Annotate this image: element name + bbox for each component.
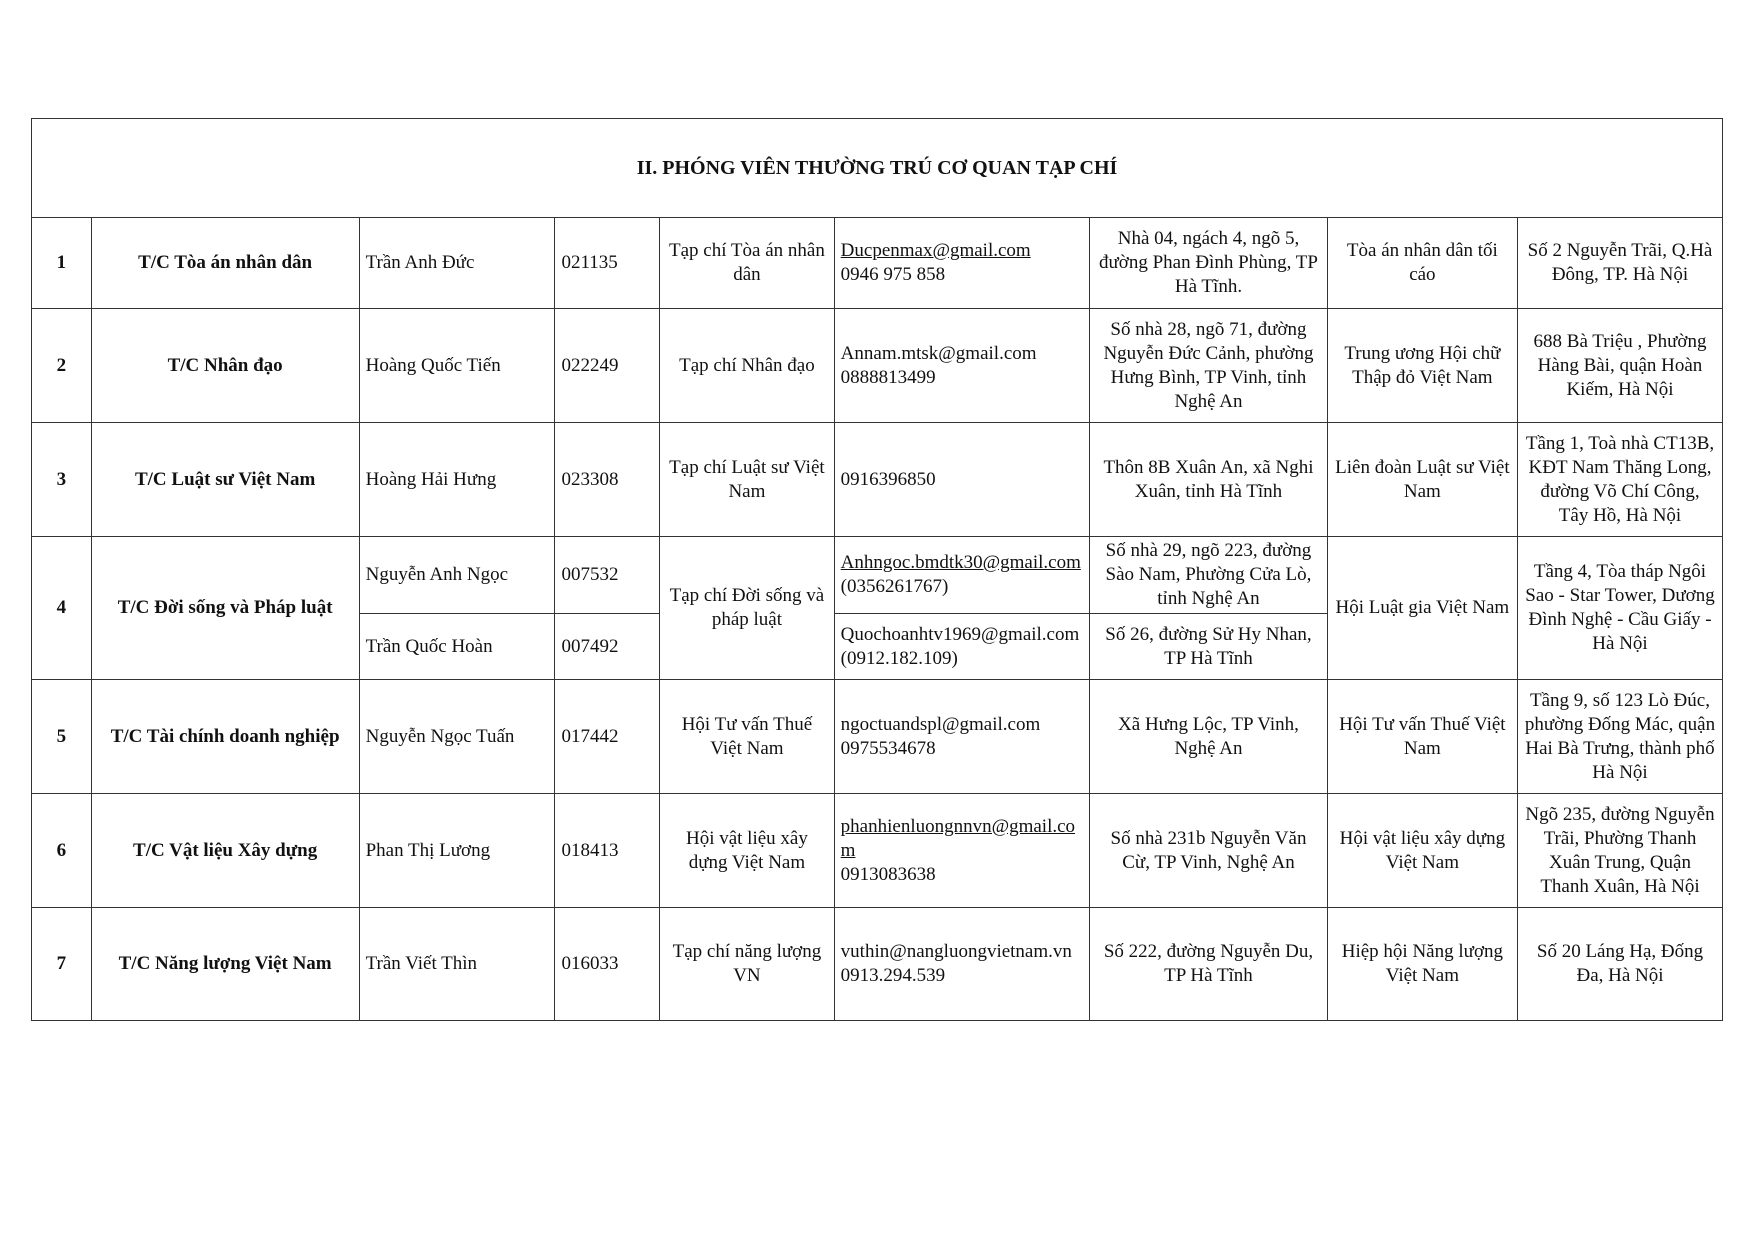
headquarters-address: Tầng 9, số 123 Lò Đúc, phường Đống Mác, quận Hai Bà Trưng, thành phố Hà Nội [1518, 680, 1723, 794]
governing-body: Hiệp hội Năng lượng Việt Nam [1327, 908, 1517, 1021]
managing-agency: Tạp chí Đời sống và pháp luật [660, 537, 835, 680]
magazine-name: T/C Tài chính doanh nghiệp [91, 680, 359, 794]
email-link[interactable]: ngoctuandspl@gmail.com [840, 713, 1041, 735]
reporters-table [31, 118, 1723, 1021]
managing-agency: Hội vật liệu xây dựng Việt Nam [660, 794, 835, 908]
reporter-name: Hoàng Hải Hưng [359, 423, 555, 537]
reporter-name: Trần Quốc Hoàn [359, 614, 555, 680]
row-number: 1 [32, 218, 92, 309]
magazine-name: T/C Vật liệu Xây dựng [91, 794, 359, 908]
table-row [32, 218, 1723, 309]
contact-cell [834, 423, 1090, 537]
governing-body: Liên đoàn Luật sư Việt Nam [1327, 423, 1517, 537]
table-row [32, 309, 1723, 423]
email-link[interactable]: Annam.mtsk@gmail.com [840, 342, 1037, 364]
row-number: 6 [32, 794, 92, 908]
managing-agency: Tạp chí Tòa án nhân dân [660, 218, 835, 309]
magazine-name: T/C Nhân đạo [91, 309, 359, 423]
residence-address: Số 26, đường Sử Hy Nhan, TP Hà Tĩnh [1090, 614, 1328, 680]
phone-number: 0916396850 [840, 468, 936, 490]
contact-cell [834, 309, 1090, 423]
residence-address: Thôn 8B Xuân An, xã Nghi Xuân, tỉnh Hà Tĩnh [1090, 423, 1328, 537]
governing-body: Tòa án nhân dân tối cáo [1327, 218, 1517, 309]
press-card-number: 023308 [555, 423, 660, 537]
table-row [32, 680, 1723, 794]
contact-cell [834, 218, 1090, 309]
reporter-name: Nguyễn Anh Ngọc [359, 537, 555, 614]
residence-address: Số 222, đường Nguyễn Du, TP Hà Tĩnh [1090, 908, 1328, 1021]
governing-body: Hội vật liệu xây dựng Việt Nam [1327, 794, 1517, 908]
press-card-number: 016033 [555, 908, 660, 1021]
press-card-number: 018413 [555, 794, 660, 908]
contact-cell [834, 794, 1090, 908]
governing-body: Hội Tư vấn Thuế Việt Nam [1327, 680, 1517, 794]
row-number: 7 [32, 908, 92, 1021]
headquarters-address: Số 2 Nguyễn Trãi, Q.Hà Đông, TP. Hà Nội [1518, 218, 1723, 309]
row-number: 5 [32, 680, 92, 794]
row-number: 2 [32, 309, 92, 423]
email-link[interactable]: Ducpenmax@gmail.com [840, 240, 1031, 261]
contact-cell [834, 537, 1090, 614]
phone-number: 0913083638 [840, 863, 936, 885]
contact-cell [834, 908, 1090, 1021]
press-card-number: 021135 [555, 218, 660, 309]
phone-number: 0888813499 [840, 366, 936, 388]
governing-body: Hội Luật gia Việt Nam [1327, 537, 1517, 680]
governing-body: Trung ương Hội chữ Thập đỏ Việt Nam [1327, 309, 1517, 423]
table-row [32, 423, 1723, 537]
row-number: 4 [32, 537, 92, 680]
phone-number: 0975534678 [840, 737, 936, 759]
magazine-name: T/C Đời sống và Pháp luật [91, 537, 359, 680]
headquarters-address: Số 20 Láng Hạ, Đống Đa, Hà Nội [1518, 908, 1723, 1021]
contact-cell [834, 680, 1090, 794]
residence-address: Nhà 04, ngách 4, ngõ 5, đường Phan Đình Phùng, TP Hà Tĩnh. [1090, 218, 1328, 309]
section-title-row [32, 119, 1723, 218]
residence-address: Xã Hưng Lộc, TP Vinh, Nghệ An [1090, 680, 1328, 794]
press-card-number: 007492 [555, 614, 660, 680]
magazine-name: T/C Năng lượng Việt Nam [91, 908, 359, 1021]
headquarters-address: Tầng 1, Toà nhà CT13B, KĐT Nam Thăng Long, đường Võ Chí Công, Tây Hồ, Hà Nội [1518, 423, 1723, 537]
residence-address: Số nhà 28, ngõ 71, đường Nguyễn Đức Cảnh, phường Hưng Bình, TP Vinh, tỉnh Nghệ An [1090, 309, 1328, 423]
headquarters-address: 688 Bà Triệu , Phường Hàng Bài, quận Hoàn Kiếm, Hà Nội [1518, 309, 1723, 423]
phone-number: (0912.182.109) [840, 647, 958, 669]
press-card-number: 022249 [555, 309, 660, 423]
reporter-name: Trần Viết Thìn [359, 908, 555, 1021]
press-card-number: 007532 [555, 537, 660, 614]
phone-number: 0913.294.539 [840, 965, 946, 986]
reporter-name: Trần Anh Đức [359, 218, 555, 309]
managing-agency: Hội Tư vấn Thuế Việt Nam [660, 680, 835, 794]
section-title: II. PHÓNG VIÊN THƯỜNG TRÚ CƠ QUAN TẠP CHÍ [32, 119, 1723, 218]
email-link[interactable]: phanhienluongnnvn@gmail.com [840, 815, 1076, 861]
email-link[interactable]: Anhngoc.bmdtk30@gmail.com [840, 552, 1081, 573]
reporter-name: Nguyễn Ngọc Tuấn [359, 680, 555, 794]
table-row [32, 537, 1723, 614]
residence-address: Số nhà 231b Nguyễn Văn Cừ, TP Vinh, Nghệ An [1090, 794, 1328, 908]
headquarters-address: Tầng 4, Tòa tháp Ngôi Sao - Star Tower, Dương Đình Nghệ - Cầu Giấy - Hà Nội [1518, 537, 1723, 680]
phone-number: (0356261767) [840, 576, 949, 597]
table-row [32, 794, 1723, 908]
headquarters-address: Ngõ 235, đường Nguyễn Trãi, Phường Thanh Xuân Trung, Quận Thanh Xuân, Hà Nội [1518, 794, 1723, 908]
row-number: 3 [32, 423, 92, 537]
managing-agency: Tạp chí năng lượng VN [660, 908, 835, 1021]
email-link[interactable]: vuthin@nangluongvietnam.vn [840, 941, 1072, 962]
contact-cell [834, 614, 1090, 680]
email-link[interactable]: Quochoanhtv1969@gmail.com [840, 623, 1080, 645]
press-card-number: 017442 [555, 680, 660, 794]
managing-agency: Tạp chí Nhân đạo [660, 309, 835, 423]
table-row [32, 908, 1723, 1021]
residence-address: Số nhà 29, ngõ 223, đường Sào Nam, Phường Cửa Lò, tỉnh Nghệ An [1090, 537, 1328, 614]
magazine-name: T/C Luật sư Việt Nam [91, 423, 359, 537]
phone-number: 0946 975 858 [840, 264, 946, 285]
reporter-name: Phan Thị Lương [359, 794, 555, 908]
magazine-name: T/C Tòa án nhân dân [91, 218, 359, 309]
managing-agency: Tạp chí Luật sư Việt Nam [660, 423, 835, 537]
reporter-name: Hoàng Quốc Tiến [359, 309, 555, 423]
